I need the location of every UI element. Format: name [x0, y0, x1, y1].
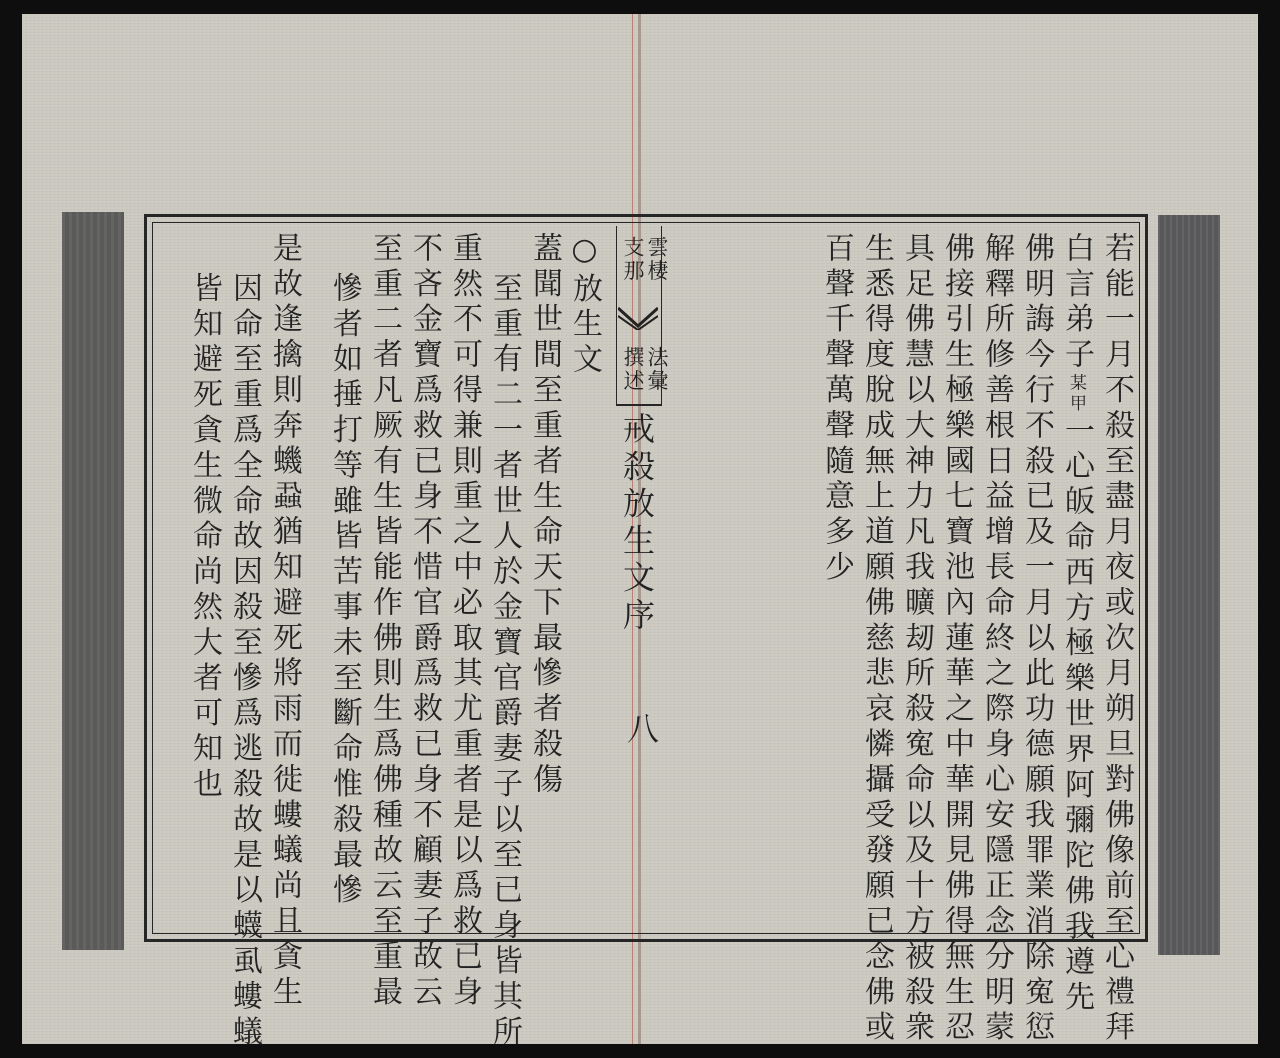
gutter-author-fahui: 法彙 — [645, 346, 669, 394]
left-ink-margin — [62, 212, 124, 950]
text-column: 因命至重爲全命故因殺至慘爲逃殺故是以蠛虱螻蟻 — [227, 272, 262, 1051]
right-ink-margin — [1158, 215, 1220, 955]
text-column-with-note — [1056, 232, 1096, 1016]
column-head: 白言弟子 — [1059, 232, 1094, 374]
column-tail: 一心皈命西方極樂世界阿彌陀佛我遵先 — [1059, 414, 1094, 1017]
text-column: 皆知避死貪生微命尚然大者可知也 — [187, 272, 222, 803]
annotation-note: 某甲 — [1066, 373, 1086, 415]
gutter-author-zhuanshu: 撰述 — [621, 346, 645, 394]
gutter-author-zhina: 支那 — [621, 236, 645, 284]
text-column: 生悉得度脫成無上道願佛慈悲哀憐攝受發願已念佛或 — [859, 232, 894, 1047]
gutter-author-yunqi: 雲棲 — [645, 236, 669, 284]
fishtail-ornament — [618, 306, 658, 330]
text-column: 不吝金寶爲救已身不惜官爵爲救已身不顧妻子故云 — [407, 232, 442, 1011]
text-column: 蓋聞世間至重者生命天下最慘者殺傷 — [527, 232, 562, 799]
gutter-divider — [616, 404, 662, 406]
text-column: 具足佛慧以大神力凡我曠刼所殺寃命以及十方被殺衆 — [899, 232, 934, 1047]
text-column: 佛接引生極樂國七寶池內蓮華之中華開見佛得無生忍 — [939, 232, 974, 1047]
text-column: 佛明誨今行不殺已及一月以此功德願我罪業消除寃愆 — [1019, 232, 1054, 1047]
gutter-title: 戒殺放生文序 — [618, 412, 656, 635]
text-column: 至重有二一者世人於金寶官爵妻子以至已身皆其所 — [487, 272, 522, 1051]
text-column: 慘者如捶打等雖皆苦事未至斷命惟殺最慘 — [327, 272, 362, 910]
text-column: 百聲千聲萬聲隨意多少 — [819, 232, 854, 586]
text-column: 解釋所修善根日益增長命終之際身心安隱正念分明蒙 — [979, 232, 1014, 1047]
section-title: ○放生文 — [567, 232, 602, 379]
text-column: 至重二者凡厥有生皆能作佛則生爲佛種故云至重最 — [367, 232, 402, 1011]
page-number: 八 — [622, 712, 660, 744]
text-column: 重然不可得兼則重之中必取其尤重者是以爲救已身 — [447, 232, 482, 1011]
text-column: 是故逢擒則奔蟣蝨猶知避死將雨而徙螻蟻尚且貪生 — [267, 232, 302, 1011]
text-column: 若能一月不殺至盡月夜或次月朔旦對佛像前至心禮拜 — [1099, 232, 1134, 1047]
